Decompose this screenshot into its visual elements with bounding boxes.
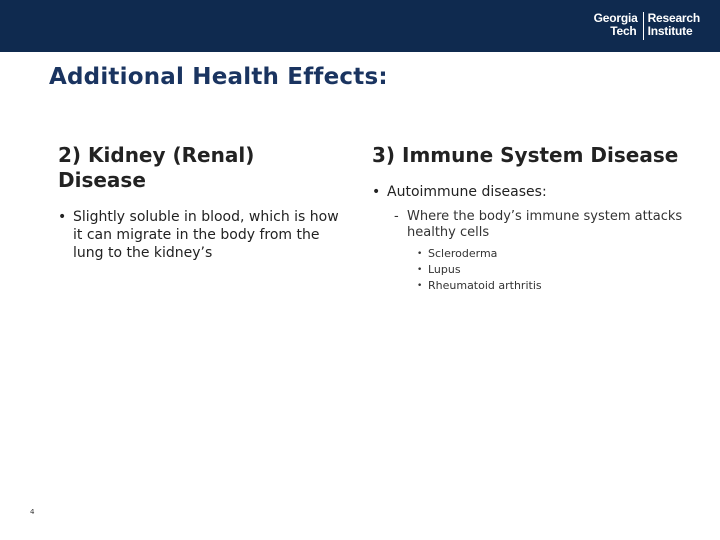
slide-title: Additional Health Effects: [49, 64, 388, 90]
bullet-icon: • [372, 184, 381, 200]
logo-text-research: Research [647, 11, 700, 25]
list-item [417, 246, 692, 262]
immune-sub-bullet-text: Where the body’s immune system attacks healthy cells [407, 209, 683, 240]
immune-heading: 3) Immune System Disease [372, 143, 679, 167]
disease-lupus: Lupus [428, 263, 461, 276]
logo-text-tech: Tech [610, 24, 637, 38]
bullet-icon: • [417, 249, 423, 259]
logo-right-block [648, 12, 700, 38]
header-bar [0, 0, 720, 52]
disease-scleroderma: Scleroderma [428, 247, 498, 260]
dash-icon: - [394, 209, 399, 224]
disease-rheumatoid-arthritis: Rheumatoid arthritis [428, 279, 542, 292]
page-number: 4 [30, 508, 35, 516]
kidney-bullet-text: Slightly soluble in blood, which is how it can migrate in the body from the lung to the kidney’s [73, 209, 339, 261]
autoimmune-bullet-text: Autoimmune diseases: [387, 184, 547, 200]
logo-left-block [594, 12, 638, 38]
sub-list-item [394, 209, 692, 241]
left-column [58, 143, 348, 262]
list-item [372, 183, 692, 201]
bullet-icon: • [58, 209, 67, 225]
disease-list [372, 246, 692, 294]
list-item [417, 278, 692, 294]
list-item [58, 208, 348, 262]
bullet-icon: • [417, 265, 423, 275]
list-item [417, 262, 692, 278]
logo-text-institute: Institute [647, 24, 693, 38]
logo-divider [643, 12, 644, 40]
logo-text-georgia: Georgia [593, 11, 638, 25]
kidney-heading: 2) Kidney (Renal) Disease [58, 143, 255, 192]
bullet-icon: • [417, 281, 423, 291]
gtri-logo [594, 12, 700, 42]
right-column [372, 143, 692, 294]
